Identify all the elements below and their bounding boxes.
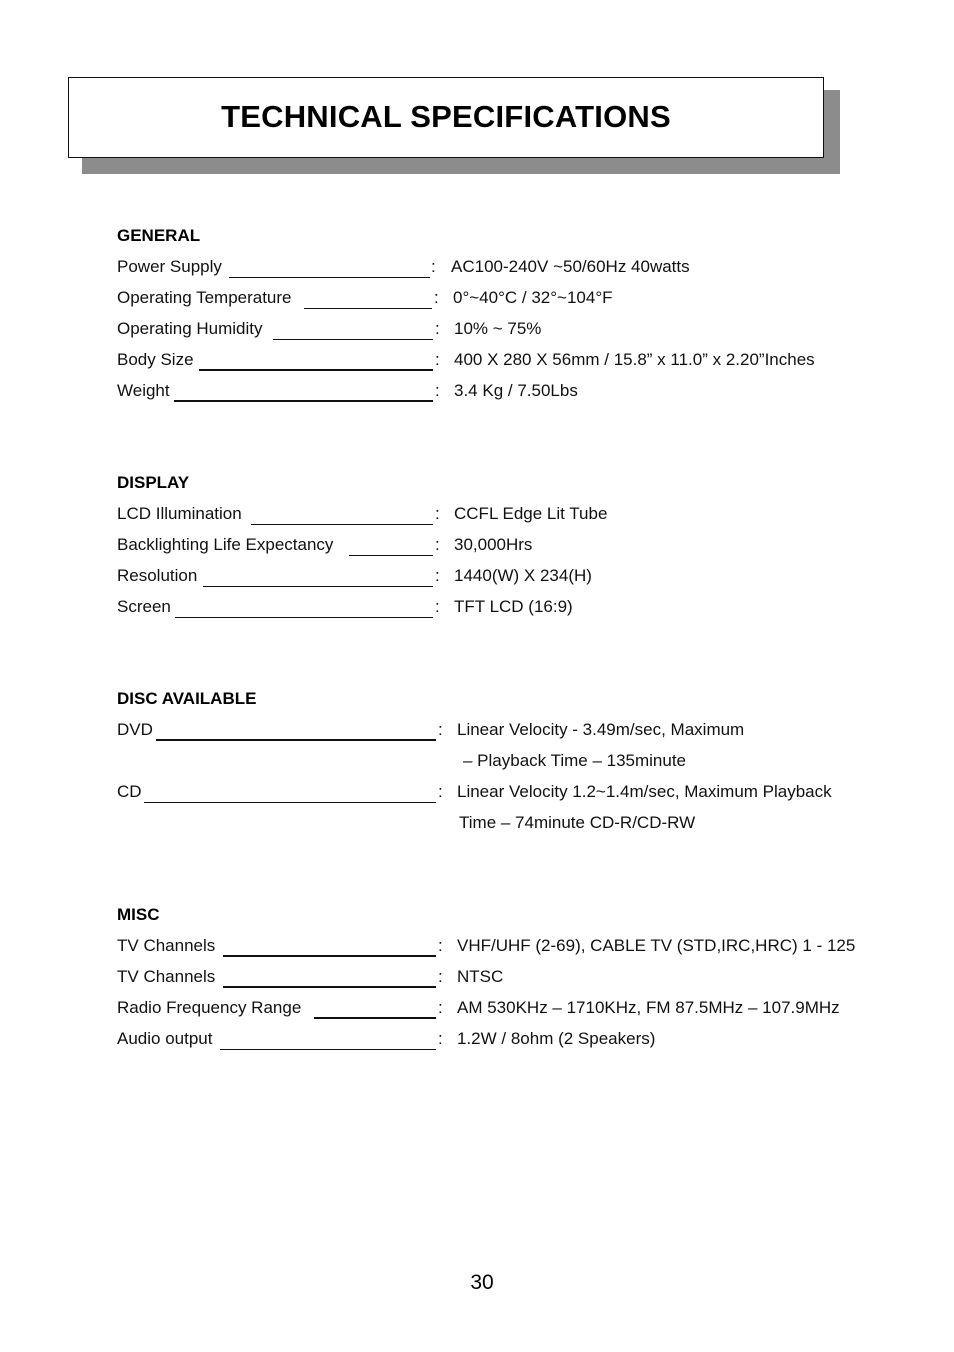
leader-line bbox=[349, 555, 433, 556]
spec-value: 400 X 280 X 56mm / 15.8” x 11.0” x 2.20”Inches bbox=[454, 350, 815, 369]
spec-value: VHF/UHF (2-69), CABLE TV (STD,IRC,HRC) 1 - 125 bbox=[457, 936, 856, 955]
section-heading-general: GENERAL bbox=[117, 226, 201, 245]
spec-label: Screen bbox=[117, 597, 171, 616]
spec-row-power-supply bbox=[117, 257, 907, 288]
spec-row-weight bbox=[117, 381, 907, 412]
spec-value: 1440(W) X 234(H) bbox=[454, 566, 592, 585]
spec-separator: : bbox=[438, 782, 443, 801]
spec-row-cd-continuation bbox=[117, 813, 907, 844]
spec-value: AM 530KHz – 1710KHz, FM 87.5MHz – 107.9MHz bbox=[457, 998, 840, 1017]
spec-separator: : bbox=[435, 381, 440, 400]
spec-value: NTSC bbox=[457, 967, 504, 986]
spec-separator: : bbox=[431, 257, 436, 276]
spec-label: Backlighting Life Expectancy bbox=[117, 535, 334, 554]
spec-row-backlighting-life bbox=[117, 535, 907, 566]
spec-row-screen bbox=[117, 597, 907, 628]
section-disc-available bbox=[117, 689, 907, 844]
leader-line bbox=[174, 400, 433, 402]
spec-row-operating-temperature bbox=[117, 288, 907, 319]
spec-value-continuation: Time – 74minute CD-R/CD-RW bbox=[459, 813, 696, 832]
spec-row-dvd bbox=[117, 720, 907, 751]
spec-row-tv-system bbox=[117, 967, 907, 998]
spec-row-audio-output bbox=[117, 1029, 907, 1060]
spec-separator: : bbox=[434, 288, 439, 307]
spec-value: AC100-240V ~50/60Hz 40watts bbox=[451, 257, 690, 276]
spec-value: CCFL Edge Lit Tube bbox=[454, 504, 608, 523]
spec-value: 30,000Hrs bbox=[454, 535, 533, 554]
spec-label: Audio output bbox=[117, 1029, 213, 1048]
spec-value: 10% ~ 75% bbox=[454, 319, 542, 338]
leader-line bbox=[273, 339, 433, 340]
spec-row-lcd-illumination bbox=[117, 504, 907, 535]
spec-value: 1.2W / 8ohm (2 Speakers) bbox=[457, 1029, 656, 1048]
leader-line bbox=[304, 308, 432, 309]
spec-row-body-size bbox=[117, 350, 907, 381]
section-display bbox=[117, 473, 907, 628]
spec-label: Operating Humidity bbox=[117, 319, 263, 338]
leader-line bbox=[156, 739, 436, 741]
leader-line bbox=[144, 802, 436, 803]
spec-label: Resolution bbox=[117, 566, 198, 585]
spec-label: TV Channels bbox=[117, 936, 216, 955]
leader-line bbox=[175, 617, 433, 618]
spec-label: Power Supply bbox=[117, 257, 222, 276]
spec-row-cd bbox=[117, 782, 907, 813]
spec-label: Operating Temperature bbox=[117, 288, 292, 307]
spec-value-continuation: – Playback Time – 135minute bbox=[463, 751, 687, 770]
spec-value: 3.4 Kg / 7.50Lbs bbox=[454, 381, 578, 400]
spec-value: Linear Velocity - 3.49m/sec, Maximum bbox=[457, 720, 745, 739]
spec-label: Radio Frequency Range bbox=[117, 998, 302, 1017]
spec-separator: : bbox=[438, 720, 443, 739]
spec-label: CD bbox=[117, 782, 142, 801]
leader-line bbox=[220, 1049, 436, 1050]
spec-separator: : bbox=[435, 504, 440, 523]
spec-separator: : bbox=[438, 1029, 443, 1048]
spec-row-radio-frequency bbox=[117, 998, 907, 1029]
leader-line bbox=[223, 986, 436, 988]
spec-value: 0°~40°C / 32°~104°F bbox=[453, 288, 613, 307]
section-heading-misc: MISC bbox=[117, 905, 160, 924]
spec-separator: : bbox=[435, 350, 440, 369]
spec-label: Weight bbox=[117, 381, 170, 400]
spec-row-dvd-continuation bbox=[117, 751, 907, 782]
section-misc bbox=[117, 905, 907, 1060]
spec-separator: : bbox=[435, 597, 440, 616]
leader-line bbox=[223, 955, 436, 957]
leader-line bbox=[199, 369, 433, 371]
leader-line bbox=[314, 1017, 436, 1019]
spec-separator: : bbox=[435, 535, 440, 554]
page-title: TECHNICAL SPECIFICATIONS bbox=[221, 99, 671, 134]
spec-value: Linear Velocity 1.2~1.4m/sec, Maximum Playback bbox=[457, 782, 832, 801]
leader-line bbox=[203, 586, 433, 587]
spec-row-operating-humidity bbox=[117, 319, 907, 350]
section-heading-display: DISPLAY bbox=[117, 473, 190, 492]
section-general bbox=[117, 226, 907, 412]
leader-line bbox=[229, 277, 430, 278]
title-banner bbox=[68, 77, 824, 158]
spec-separator: : bbox=[438, 967, 443, 986]
spec-separator: : bbox=[438, 936, 443, 955]
page-number: 30 bbox=[470, 1271, 494, 1294]
spec-label: LCD Illumination bbox=[117, 504, 242, 523]
spec-row-tv-channels bbox=[117, 936, 907, 967]
spec-label: Body Size bbox=[117, 350, 194, 369]
spec-separator: : bbox=[435, 319, 440, 338]
spec-separator: : bbox=[438, 998, 443, 1017]
spec-label: TV Channels bbox=[117, 967, 216, 986]
section-heading-disc: DISC AVAILABLE bbox=[117, 689, 257, 708]
spec-label: DVD bbox=[117, 720, 153, 739]
spec-value: TFT LCD (16:9) bbox=[454, 597, 573, 616]
spec-row-resolution bbox=[117, 566, 907, 597]
spec-separator: : bbox=[435, 566, 440, 585]
leader-line bbox=[251, 524, 433, 525]
